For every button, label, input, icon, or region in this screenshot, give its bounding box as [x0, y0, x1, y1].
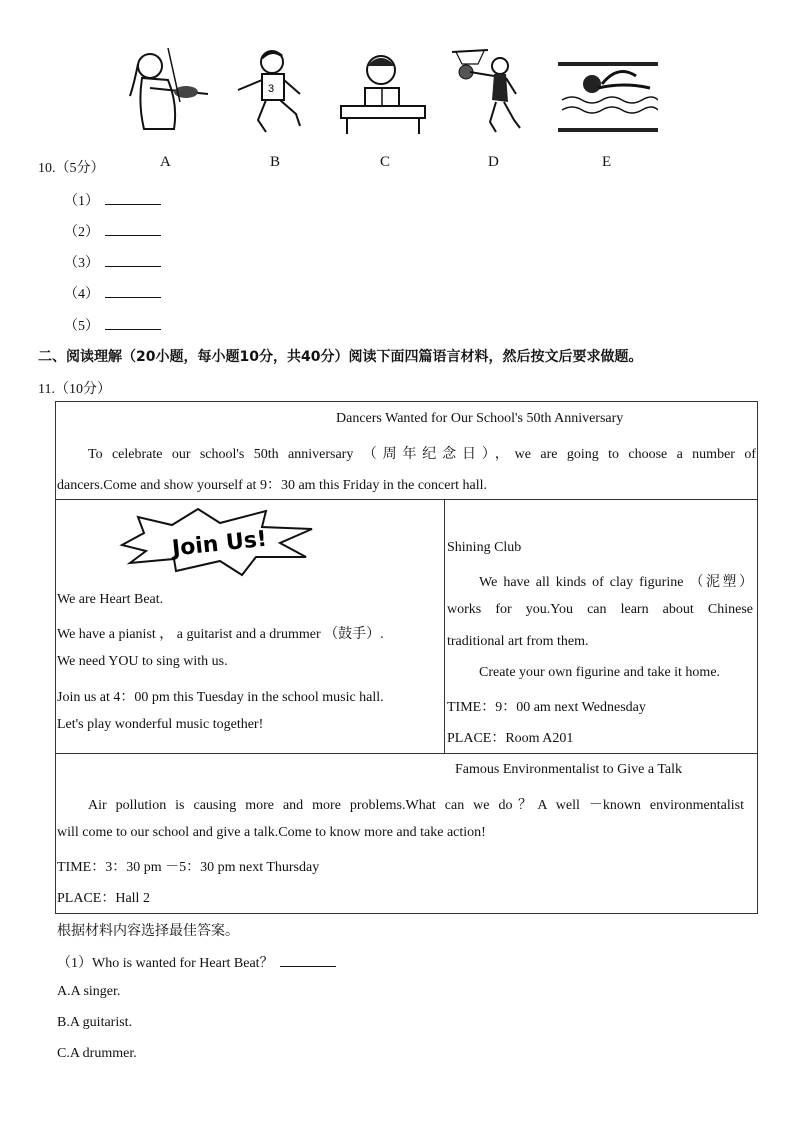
- swimmer-icon: [558, 44, 658, 139]
- question-11-1-stem: [57, 952, 336, 972]
- instruction-text: 根据材料内容选择最佳答案。: [57, 923, 239, 939]
- violin-girl-icon: [120, 44, 220, 139]
- option-c[interactable]: C.A drummer.: [57, 1046, 137, 1061]
- heart-beat-line-2: We have a pianist ， a guitarist and a drummer （鼓手）.: [57, 627, 384, 642]
- answer-number: （1）: [64, 194, 99, 209]
- answer-number: （4）: [64, 287, 99, 302]
- heart-beat-line-5: Let's play wonderful music together!: [57, 717, 264, 732]
- answer-line-3: [64, 252, 161, 272]
- shining-club-line-2: works for you.You can learn about Chinese: [447, 602, 753, 617]
- question-stem-text: （1）Who is wanted for Heart Beat？: [57, 956, 274, 971]
- shining-club-time: TIME：9：00 am next Wednesday: [447, 700, 646, 715]
- answer-number: （2）: [64, 225, 99, 240]
- ad-dancers-title: Dancers Wanted for Our School's 50th Anniversary: [336, 411, 624, 426]
- picture-label-e: E: [602, 154, 612, 170]
- answer-blank[interactable]: [105, 254, 161, 267]
- heart-beat-line-1: We are Heart Beat.: [57, 592, 164, 607]
- picture-label-d: D: [488, 154, 499, 170]
- section-heading: 二、阅读理解（20小题，每小题10分，共40分）阅读下面四篇语言材料，然后按文后要求做题。: [38, 349, 643, 365]
- heart-beat-line-4: Join us at 4：00 pm this Tuesday in the school music hall.: [57, 690, 384, 705]
- shining-club-line-4: Create your own figurine and take it home.: [479, 665, 721, 680]
- basketball-player-icon: [448, 44, 548, 139]
- environmentalist-time: TIME：3：30 pm －5：30 pm next Thursday: [57, 860, 320, 875]
- shining-club-line-3: traditional art from them.: [447, 634, 589, 649]
- question-10-title: 10.（5分）: [38, 161, 105, 176]
- ad-dancers-line-2: dancers.Come and show yourself at 9：30 am this Friday in the concert hall.: [57, 478, 488, 493]
- environmentalist-line-2: will come to our school and give a talk.Come to know more and take action!: [57, 825, 486, 840]
- answer-number: （3）: [64, 256, 99, 271]
- answer-number: （5）: [64, 319, 99, 334]
- heart-beat-line-3: We need YOU to sing with us.: [57, 654, 228, 669]
- answer-line-2: [64, 221, 161, 241]
- answer-line-4: [64, 283, 161, 303]
- answer-blank[interactable]: [105, 317, 161, 330]
- join-us-banner: [116, 505, 316, 577]
- question-11-title: 11.（10分）: [38, 382, 111, 397]
- shining-club-title: Shining Club: [447, 540, 522, 555]
- shining-club-place: PLACE：Room A201: [447, 731, 574, 746]
- answer-blank[interactable]: [280, 954, 336, 967]
- reading-boy-icon: [337, 44, 437, 139]
- answer-line-5: [64, 315, 161, 335]
- picture-label-b: B: [270, 154, 281, 170]
- svg-text:3: 3: [268, 83, 275, 95]
- option-a[interactable]: A.A singer.: [57, 984, 121, 999]
- answer-blank[interactable]: [105, 192, 161, 205]
- answer-blank[interactable]: [105, 285, 161, 298]
- shining-club-line-1: We have all kinds of clay figurine （泥塑）: [479, 575, 753, 590]
- environmentalist-title: Famous Environmentalist to Give a Talk: [455, 762, 683, 777]
- ad-dancers-line-1: To celebrate our school's 50th anniversary （周年纪念日），we are going to choose a number of: [88, 447, 756, 462]
- option-b[interactable]: B.A guitarist.: [57, 1015, 133, 1030]
- environmentalist-place: PLACE：Hall 2: [57, 891, 150, 906]
- banner-text: Join Us!: [170, 526, 269, 562]
- picture-label-c: C: [380, 154, 391, 170]
- answer-line-1: [64, 190, 161, 210]
- environmentalist-line-1: Air pollution is causing more and more problems.What can we do？A well －known environmentalist: [88, 798, 744, 813]
- answer-blank[interactable]: [105, 223, 161, 236]
- running-boy-icon: [230, 44, 330, 139]
- picture-label-a: A: [160, 154, 171, 170]
